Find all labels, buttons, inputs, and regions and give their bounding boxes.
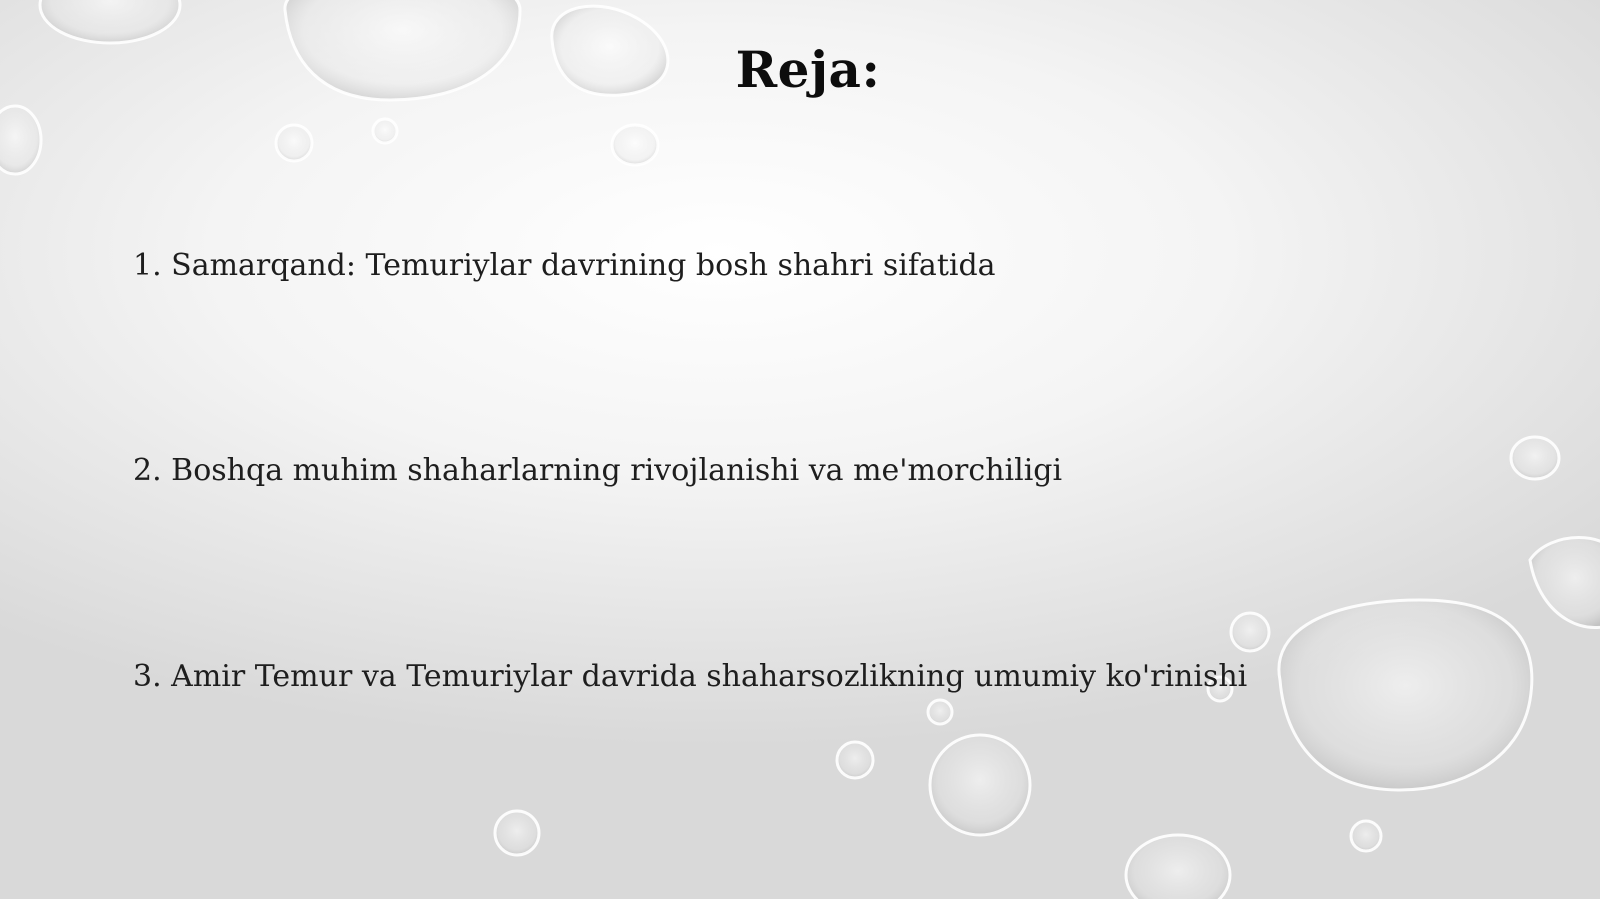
plan-item-3: 3. Amir Temur va Temuriylar davrida shaharsozlikning umumiy ko'rinishi xyxy=(133,659,1248,694)
plan-item-2: 2. Boshqa muhim shaharlarning rivojlanishi va me'morchiligi xyxy=(133,453,1063,488)
slide-title: Reja: xyxy=(735,40,881,99)
plan-item-1: 1. Samarqand: Temuriylar davrining bosh shahri sifatida xyxy=(133,248,996,283)
